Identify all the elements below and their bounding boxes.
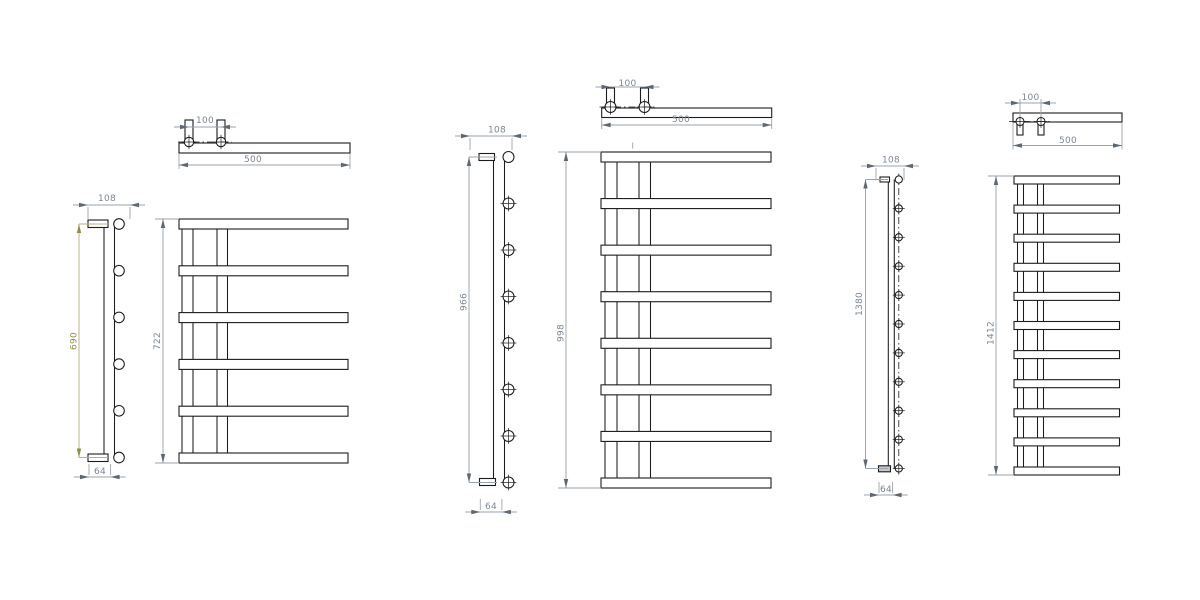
dimension-arrow: [467, 474, 471, 483]
dimension-arrow: [893, 493, 902, 497]
towel-radiator-722-bottom-offset-label: 64: [93, 467, 107, 477]
towel-radiator-998-front-bar: [601, 245, 771, 255]
towel-radiator-998-front-bar: [601, 431, 771, 441]
towel-radiator-722-depth-label: 108: [97, 194, 117, 204]
dimension-arrow: [502, 510, 511, 514]
towel-radiator-1412-connection-height-label: 1380: [855, 291, 865, 317]
towel-radiator-998-front-bar: [601, 385, 771, 395]
towel-radiator-722-pitch-label: 100: [195, 116, 215, 126]
towel-radiator-998-front-bar: [601, 152, 771, 162]
towel-radiator-722-front-bar: [179, 359, 348, 369]
dimension-arrow: [179, 163, 188, 167]
towel-radiator-1412-front-bar: [1014, 292, 1120, 300]
dimension-arrow: [341, 163, 350, 167]
dimension-arrow: [994, 466, 998, 475]
dimension-arrow: [867, 164, 876, 168]
dimension-arrow: [904, 164, 913, 168]
dimension-arrow: [161, 454, 165, 463]
towel-radiator-998-connection-height-label: 966: [459, 292, 470, 312]
towel-radiator-722-front-bar: [179, 453, 348, 463]
dimension-arrow: [467, 157, 471, 166]
dimension-arrow: [80, 475, 89, 479]
towel-radiator-722-overall-height-label: 722: [153, 331, 163, 351]
towel-radiator-722-front-bar: [179, 406, 348, 416]
towel-radiator-998-side-stub-bottom: [480, 479, 496, 486]
towel-radiator-1412-front-bar: [1014, 322, 1120, 330]
towel-radiator-1412-front-bar: [1014, 234, 1120, 242]
towel-radiator-1412-overall-height-label: 1412: [986, 320, 997, 346]
dimension-arrow: [1113, 143, 1122, 147]
dimension-arrow: [1041, 101, 1050, 105]
towel-radiator-1412-front-bar: [1014, 438, 1120, 446]
towel-radiator-1412-front-bar: [1014, 467, 1120, 475]
towel-radiator-722-front-bar: [179, 219, 348, 229]
towel-radiator-1412-front-bar: [1014, 380, 1120, 388]
dimension-arrow: [863, 460, 867, 469]
towel-radiator-722-side-bar-end: [114, 312, 125, 323]
towel-radiator-722-top-body: [179, 143, 350, 153]
dimension-arrow: [763, 123, 772, 127]
dimension-arrow: [77, 224, 81, 233]
towel-radiator-722-side-bar-end: [114, 359, 125, 370]
towel-radiator-1412-pitch-label: 100: [1021, 93, 1040, 103]
towel-radiator-1412-front-bar: [1014, 205, 1120, 213]
towel-radiator-998-front-bar: [601, 338, 771, 348]
dimension-arrow: [602, 123, 611, 127]
dimension-arrow: [1011, 101, 1020, 105]
towel-radiator-1412-side-bar-end: [895, 176, 902, 183]
dimension-arrow: [77, 449, 81, 458]
dimension-arrow: [564, 152, 568, 161]
towel-radiator-722-front-bar: [179, 313, 348, 323]
towel-radiator-1412-depth-label: 108: [881, 155, 901, 166]
towel-radiator-998-pitch-label: 100: [618, 79, 637, 89]
towel-radiator-722-connection-height-label: 690: [69, 331, 80, 351]
towel-radiator-1412-front-bar: [1014, 409, 1120, 417]
towel-radiator-722-side-bar-end: [114, 406, 125, 417]
towel-radiator-722-front-bar: [179, 266, 348, 276]
dimension-arrow: [130, 203, 139, 207]
dimension-arrow: [1013, 143, 1022, 147]
dimension-arrow: [111, 475, 120, 479]
dimension-arrow: [870, 493, 879, 497]
towel-radiator-1412-width-label: 500: [1058, 136, 1078, 146]
towel-radiator-1412-top-body: [1013, 113, 1122, 122]
dimension-arrow: [161, 219, 165, 228]
towel-radiator-998-side-bar-end: [503, 152, 514, 163]
towel-radiator-1412-front-bar: [1014, 263, 1120, 271]
dimension-arrow: [512, 134, 521, 138]
dimension-arrow: [471, 510, 480, 514]
towel-radiator-998-front-bar: [601, 478, 771, 488]
towel-radiator-998-width-label: 500: [671, 115, 691, 125]
towel-radiator-998-overall-height-label: 998: [556, 323, 567, 343]
towel-radiator-1412-front-bar: [1014, 176, 1120, 184]
towel-radiator-998-front-bar: [601, 292, 771, 302]
dimension-arrow: [461, 134, 470, 138]
towel-radiator-722-width-label: 500: [243, 155, 263, 165]
towel-radiator-998-front-bar: [601, 199, 771, 209]
towel-radiator-722-side-bar-end: [114, 265, 125, 276]
dimension-arrow: [564, 479, 568, 488]
dimension-arrow: [79, 203, 88, 207]
dimension-arrow: [863, 180, 867, 189]
towel-radiator-998-bottom-offset-label: 64: [484, 502, 498, 512]
towel-radiator-998-depth-label: 108: [487, 125, 507, 136]
towel-radiator-722-side-bar-end: [114, 452, 125, 463]
towel-radiator-722-side-bar-end: [114, 219, 125, 230]
towel-radiator-1412-bottom-offset-label: 64: [879, 485, 893, 495]
towel-radiator-1412-front-bar: [1014, 351, 1120, 359]
dimension-arrow: [994, 176, 998, 185]
